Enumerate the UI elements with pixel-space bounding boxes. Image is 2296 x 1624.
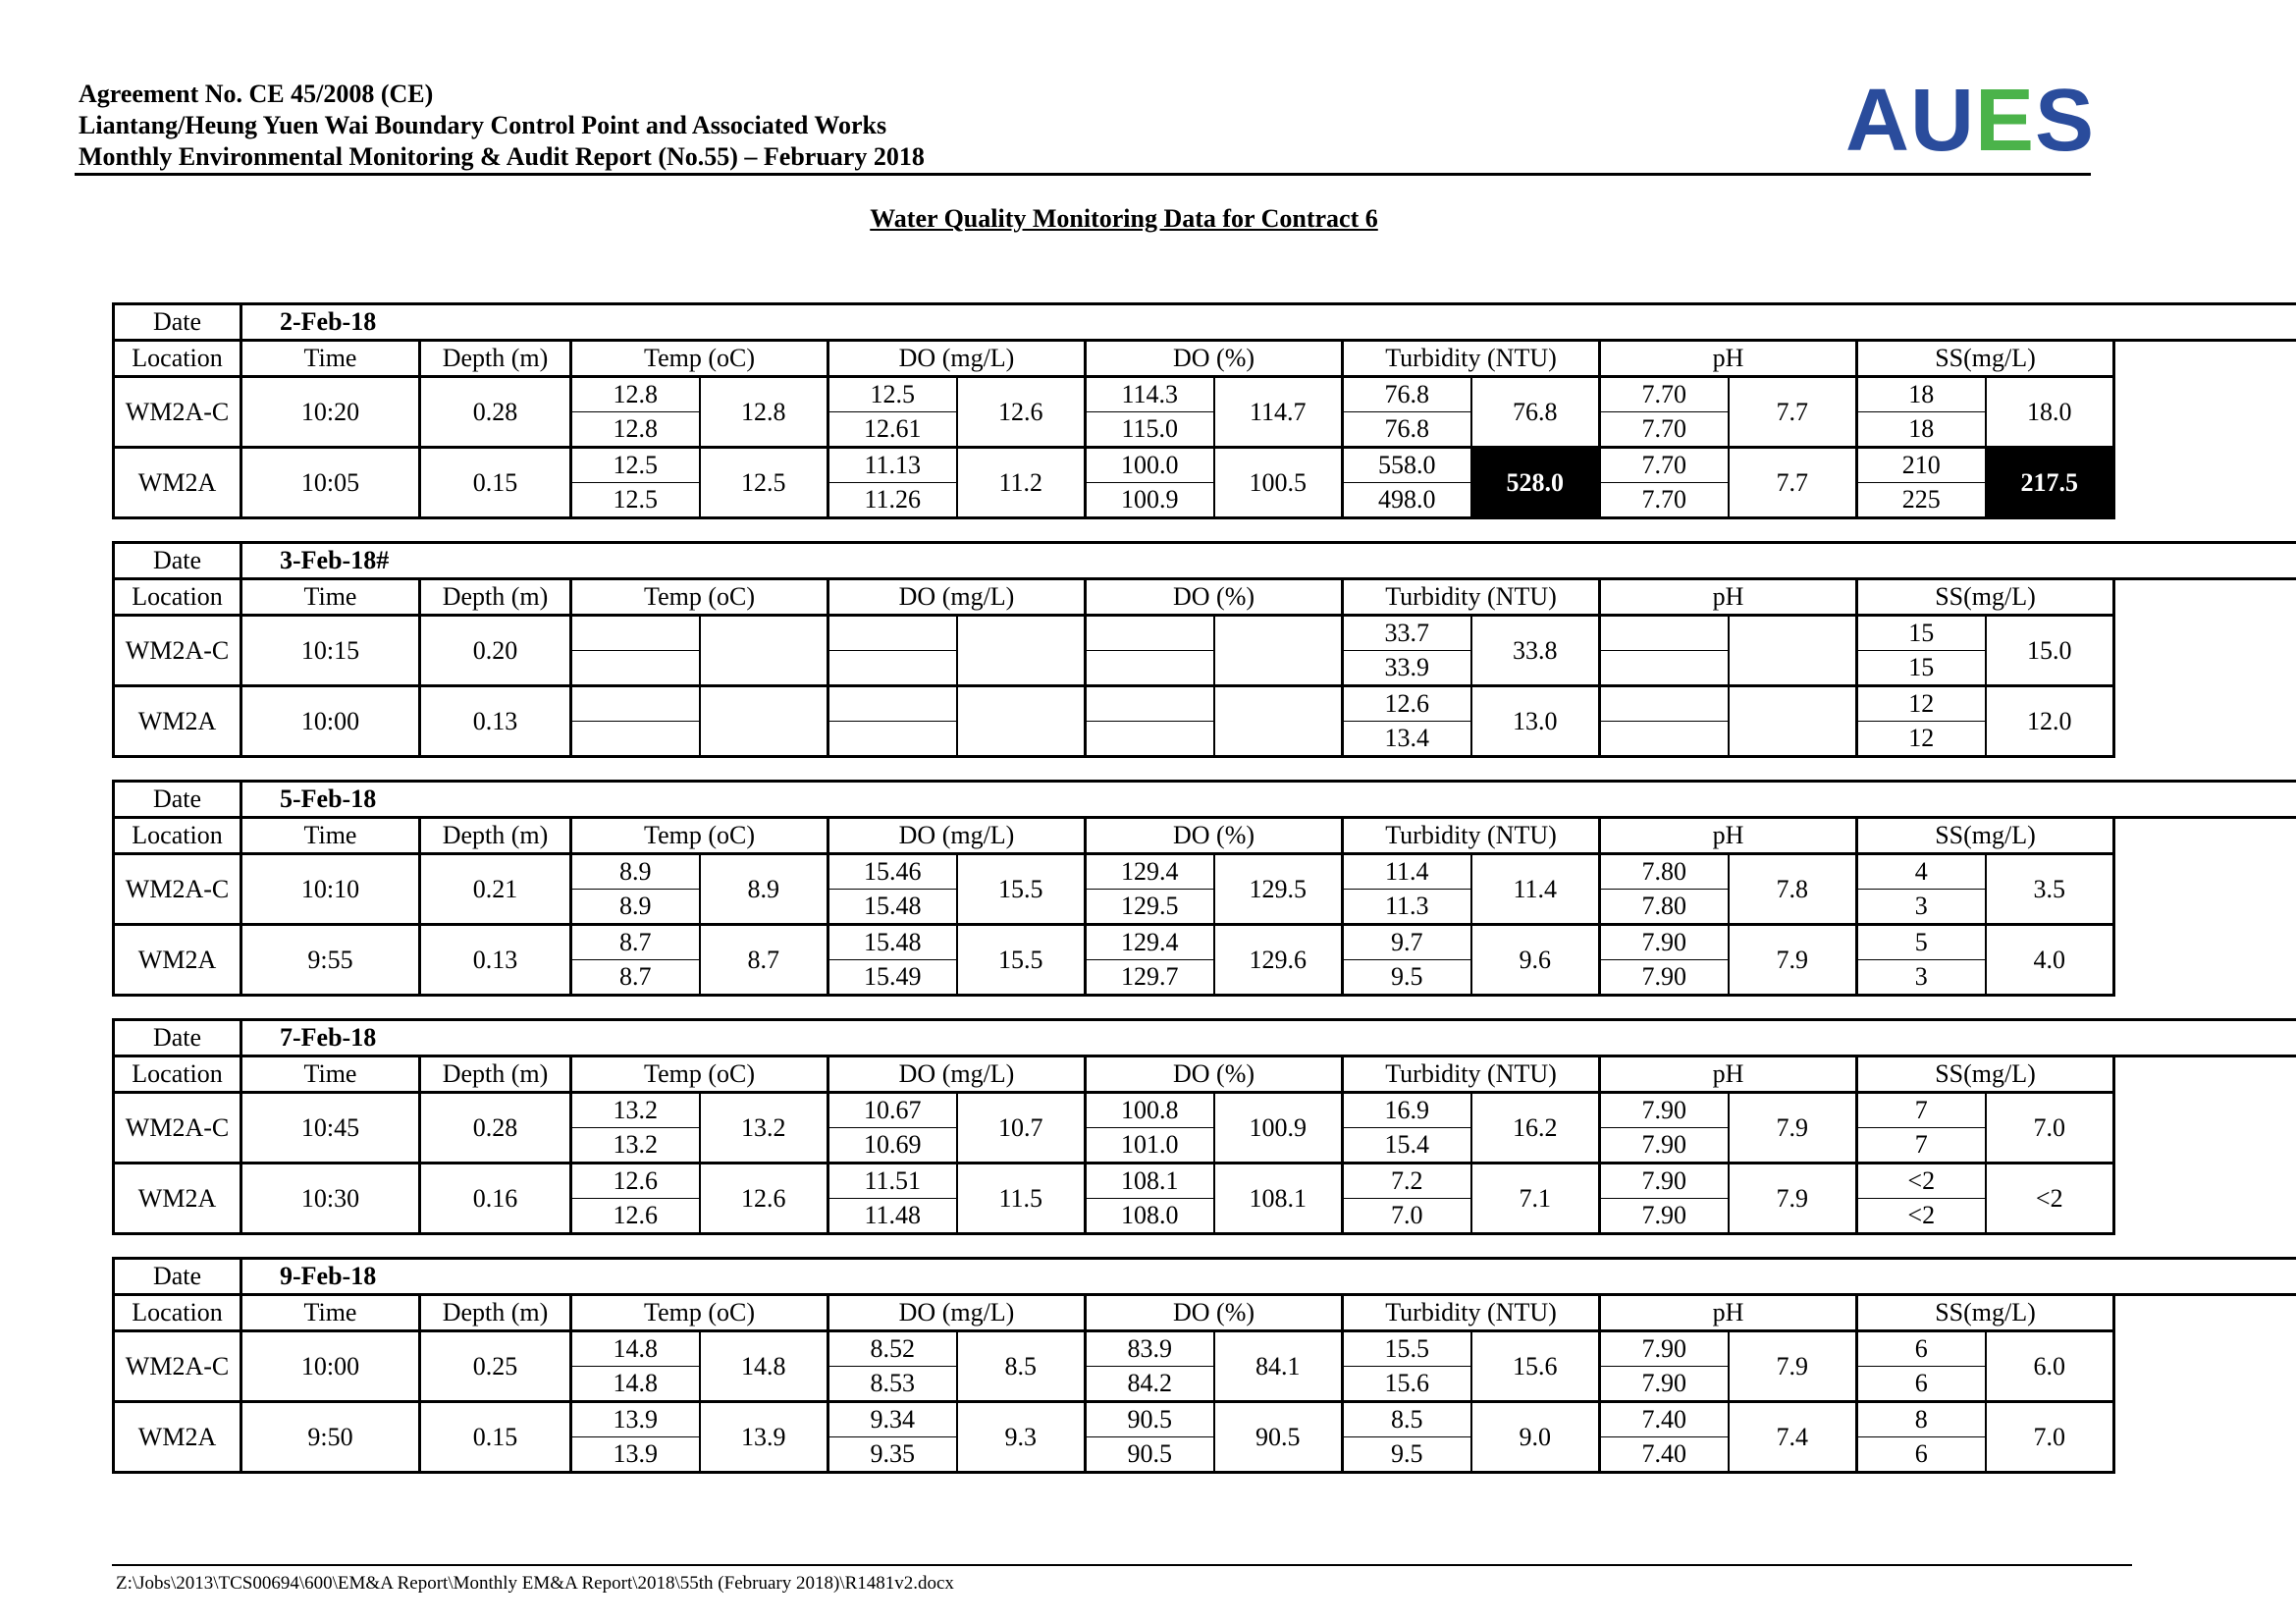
ss-average: 12.0 xyxy=(1986,686,2114,757)
do_mgl-header: DO (mg/L) xyxy=(828,1056,1086,1093)
ph-average: 7.7 xyxy=(1729,448,1857,518)
do_pct-reading-1: 90.5 xyxy=(1086,1402,1214,1437)
temp-average: 14.8 xyxy=(700,1331,828,1402)
monitoring-table xyxy=(112,541,2296,758)
do_pct-reading-1: 83.9 xyxy=(1086,1331,1214,1367)
ph-average: 7.7 xyxy=(1729,377,1857,448)
do_pct-average xyxy=(1214,686,1343,757)
ph-average: 7.4 xyxy=(1729,1402,1857,1473)
ss-reading-1: 15 xyxy=(1857,616,1986,651)
turb-reading-1: 16.9 xyxy=(1343,1093,1471,1128)
turb-average: 33.8 xyxy=(1471,616,1600,686)
do_mgl-reading-1: 8.52 xyxy=(828,1331,957,1367)
turb-reading-2: 9.5 xyxy=(1343,1437,1471,1473)
location-cell: WM2A xyxy=(114,925,241,996)
turb-average: 11.4 xyxy=(1471,854,1600,925)
turbidity-header: Turbidity (NTU) xyxy=(1343,341,1600,377)
temp-header: Temp (oC) xyxy=(571,1295,828,1331)
time-header: Time xyxy=(241,579,420,616)
do_mgl-average: 15.5 xyxy=(957,854,1086,925)
turb-average: 15.6 xyxy=(1471,1331,1600,1402)
time-cell: 10:10 xyxy=(241,854,420,925)
temp-reading-1: 13.2 xyxy=(571,1093,700,1128)
turb-average: 528.0 xyxy=(1471,448,1600,518)
do_pct-header: DO (%) xyxy=(1086,579,1343,616)
do_pct-reading-2: 115.0 xyxy=(1086,412,1214,448)
turbidity-header: Turbidity (NTU) xyxy=(1343,1295,1600,1331)
temp-reading-1: 8.7 xyxy=(571,925,700,960)
monitoring-table xyxy=(112,1018,2296,1235)
time-header: Time xyxy=(241,1295,420,1331)
temp-header: Temp (oC) xyxy=(571,341,828,377)
location-cell: WM2A xyxy=(114,1164,241,1234)
sampling-date: 2-Feb-18 xyxy=(241,304,2296,341)
do_pct-reading-2 xyxy=(1086,722,1214,757)
time-header: Time xyxy=(241,1056,420,1093)
location-header: Location xyxy=(114,1295,241,1331)
ph-average xyxy=(1729,616,1857,686)
ss-header: SS(mg/L) xyxy=(1857,818,2114,854)
ss-header: SS(mg/L) xyxy=(1857,341,2114,377)
turb-reading-2: 33.9 xyxy=(1343,651,1471,686)
table-row xyxy=(114,448,2296,483)
do_pct-average: 100.9 xyxy=(1214,1093,1343,1164)
location-cell: WM2A-C xyxy=(114,1093,241,1164)
do_pct-reading-1 xyxy=(1086,686,1214,722)
do_pct-reading-2: 84.2 xyxy=(1086,1367,1214,1402)
do_mgl-reading-1: 15.46 xyxy=(828,854,957,890)
depth-cell: 0.16 xyxy=(420,1164,571,1234)
ph-average: 7.9 xyxy=(1729,925,1857,996)
turb-average: 9.6 xyxy=(1471,925,1600,996)
ss-average: 7.0 xyxy=(1986,1402,2114,1473)
time-cell: 10:00 xyxy=(241,1331,420,1402)
ss-average: 217.5 xyxy=(1986,448,2114,518)
turb-reading-2: 15.6 xyxy=(1343,1367,1471,1402)
do_mgl-average: 11.2 xyxy=(957,448,1086,518)
sampling-date: 9-Feb-18 xyxy=(241,1259,2296,1295)
ph-reading-1: 7.70 xyxy=(1600,377,1729,412)
aues-logo: AUES xyxy=(1845,72,2096,170)
do_mgl-average xyxy=(957,616,1086,686)
do_pct-header: DO (%) xyxy=(1086,818,1343,854)
date-label: Date xyxy=(114,1020,241,1056)
ss-reading-2: 225 xyxy=(1857,483,1986,518)
location-header: Location xyxy=(114,818,241,854)
ss-header: SS(mg/L) xyxy=(1857,1056,2114,1093)
ph-reading-1: 7.40 xyxy=(1600,1402,1729,1437)
report-header xyxy=(79,79,1121,173)
turb-reading-1: 33.7 xyxy=(1343,616,1471,651)
turb-average: 9.0 xyxy=(1471,1402,1600,1473)
temp-average: 12.8 xyxy=(700,377,828,448)
ss-header: SS(mg/L) xyxy=(1857,579,2114,616)
turb-reading-1: 76.8 xyxy=(1343,377,1471,412)
ss-reading-2: <2 xyxy=(1857,1199,1986,1234)
ph-reading-2: 7.90 xyxy=(1600,1199,1729,1234)
time-cell: 10:30 xyxy=(241,1164,420,1234)
depth-header: Depth (m) xyxy=(420,1056,571,1093)
do_mgl-average: 8.5 xyxy=(957,1331,1086,1402)
turb-reading-1: 15.5 xyxy=(1343,1331,1471,1367)
do_mgl-reading-1: 12.5 xyxy=(828,377,957,412)
turbidity-header: Turbidity (NTU) xyxy=(1343,1056,1600,1093)
time-cell: 10:15 xyxy=(241,616,420,686)
table-row xyxy=(114,686,2296,722)
temp-reading-1 xyxy=(571,686,700,722)
ph-reading-1: 7.80 xyxy=(1600,854,1729,890)
table-row xyxy=(114,925,2296,960)
do_mgl-header: DO (mg/L) xyxy=(828,341,1086,377)
table-row xyxy=(114,616,2296,651)
do_mgl-average xyxy=(957,686,1086,757)
depth-cell: 0.21 xyxy=(420,854,571,925)
time-cell: 10:20 xyxy=(241,377,420,448)
temp-header: Temp (oC) xyxy=(571,1056,828,1093)
time-cell: 10:45 xyxy=(241,1093,420,1164)
ph-reading-1 xyxy=(1600,686,1729,722)
footer-file-path: Z:\Jobs\2013\TCS00694\600\EM&A Report\Monthly EM&A Report\2018\55th (February 2018)\R1481v2.docx xyxy=(116,1573,954,1594)
ss-average: 6.0 xyxy=(1986,1331,2114,1402)
do_pct-average: 108.1 xyxy=(1214,1164,1343,1234)
do_pct-average: 90.5 xyxy=(1214,1402,1343,1473)
table-row xyxy=(114,854,2296,890)
turb-reading-2: 15.4 xyxy=(1343,1128,1471,1164)
ss-reading-1: 210 xyxy=(1857,448,1986,483)
depth-cell: 0.13 xyxy=(420,925,571,996)
ph-reading-2: 7.90 xyxy=(1600,1367,1729,1402)
turbidity-header: Turbidity (NTU) xyxy=(1343,579,1600,616)
turb-reading-2: 13.4 xyxy=(1343,722,1471,757)
do_mgl-reading-1: 9.34 xyxy=(828,1402,957,1437)
temp-reading-1: 12.8 xyxy=(571,377,700,412)
ss-average: 18.0 xyxy=(1986,377,2114,448)
location-header: Location xyxy=(114,1056,241,1093)
ss-reading-1: 18 xyxy=(1857,377,1986,412)
ph-reading-1: 7.90 xyxy=(1600,1331,1729,1367)
do_mgl-reading-1: 15.48 xyxy=(828,925,957,960)
sampling-date: 3-Feb-18# xyxy=(241,543,2296,579)
depth-header: Depth (m) xyxy=(420,1295,571,1331)
ss-reading-1: 8 xyxy=(1857,1402,1986,1437)
ss-average: 15.0 xyxy=(1986,616,2114,686)
temp-reading-2: 8.9 xyxy=(571,890,700,925)
do_mgl-reading-1: 10.67 xyxy=(828,1093,957,1128)
table-row xyxy=(114,1093,2296,1128)
monitoring-table xyxy=(112,1257,2296,1474)
location-cell: WM2A-C xyxy=(114,854,241,925)
turb-reading-2: 11.3 xyxy=(1343,890,1471,925)
do_mgl-reading-1 xyxy=(828,686,957,722)
turb-reading-2: 7.0 xyxy=(1343,1199,1471,1234)
do_mgl-reading-2 xyxy=(828,651,957,686)
temp-reading-1: 12.6 xyxy=(571,1164,700,1199)
temp-reading-2: 13.2 xyxy=(571,1128,700,1164)
ph-average: 7.9 xyxy=(1729,1164,1857,1234)
ph-reading-2: 7.90 xyxy=(1600,1128,1729,1164)
temp-reading-1: 8.9 xyxy=(571,854,700,890)
temp-reading-1: 12.5 xyxy=(571,448,700,483)
depth-cell: 0.20 xyxy=(420,616,571,686)
ph-reading-1 xyxy=(1600,616,1729,651)
time-header: Time xyxy=(241,341,420,377)
turb-reading-2: 76.8 xyxy=(1343,412,1471,448)
date-label: Date xyxy=(114,782,241,818)
sampling-date: 5-Feb-18 xyxy=(241,782,2296,818)
ss-header: SS(mg/L) xyxy=(1857,1295,2114,1331)
ss-average: <2 xyxy=(1986,1164,2114,1234)
do_mgl-reading-2: 10.69 xyxy=(828,1128,957,1164)
temp-reading-1: 13.9 xyxy=(571,1402,700,1437)
temp-header: Temp (oC) xyxy=(571,579,828,616)
do_pct-reading-1: 129.4 xyxy=(1086,854,1214,890)
do_mgl-header: DO (mg/L) xyxy=(828,818,1086,854)
ss-average: 3.5 xyxy=(1986,854,2114,925)
do_pct-reading-1: 100.0 xyxy=(1086,448,1214,483)
ph-average: 7.8 xyxy=(1729,854,1857,925)
ph-reading-2: 7.80 xyxy=(1600,890,1729,925)
monitoring-table xyxy=(112,780,2296,997)
turb-reading-1: 8.5 xyxy=(1343,1402,1471,1437)
ph-reading-1: 7.90 xyxy=(1600,925,1729,960)
temp-reading-2: 12.6 xyxy=(571,1199,700,1234)
do_mgl-average: 9.3 xyxy=(957,1402,1086,1473)
do_mgl-reading-2: 11.26 xyxy=(828,483,957,518)
ph-header: pH xyxy=(1600,818,1857,854)
temp-average xyxy=(700,686,828,757)
location-header: Location xyxy=(114,579,241,616)
sampling-date: 7-Feb-18 xyxy=(241,1020,2296,1056)
temp-reading-2: 13.9 xyxy=(571,1437,700,1473)
do_pct-reading-2: 108.0 xyxy=(1086,1199,1214,1234)
table-row xyxy=(114,377,2296,412)
do_pct-reading-1: 100.8 xyxy=(1086,1093,1214,1128)
do_pct-reading-2: 129.5 xyxy=(1086,890,1214,925)
ss-reading-2: 18 xyxy=(1857,412,1986,448)
do_pct-reading-1: 114.3 xyxy=(1086,377,1214,412)
ph-reading-2: 7.70 xyxy=(1600,483,1729,518)
do_mgl-reading-1: 11.13 xyxy=(828,448,957,483)
ss-reading-2: 3 xyxy=(1857,960,1986,996)
time-cell: 9:55 xyxy=(241,925,420,996)
location-cell: WM2A-C xyxy=(114,616,241,686)
ss-average: 7.0 xyxy=(1986,1093,2114,1164)
header-rule xyxy=(75,173,2091,176)
do_pct-average: 129.6 xyxy=(1214,925,1343,996)
turb-reading-1: 7.2 xyxy=(1343,1164,1471,1199)
do_pct-header: DO (%) xyxy=(1086,1056,1343,1093)
do_mgl-header: DO (mg/L) xyxy=(828,1295,1086,1331)
ph-reading-1: 7.90 xyxy=(1600,1093,1729,1128)
ph-reading-2 xyxy=(1600,722,1729,757)
location-cell: WM2A-C xyxy=(114,1331,241,1402)
do_pct-average: 114.7 xyxy=(1214,377,1343,448)
date-label: Date xyxy=(114,304,241,341)
do_mgl-reading-1: 11.51 xyxy=(828,1164,957,1199)
depth-cell: 0.28 xyxy=(420,377,571,448)
ss-reading-1: <2 xyxy=(1857,1164,1986,1199)
do_pct-average: 84.1 xyxy=(1214,1331,1343,1402)
temp-reading-2: 8.7 xyxy=(571,960,700,996)
time-cell: 9:50 xyxy=(241,1402,420,1473)
ss-reading-1: 6 xyxy=(1857,1331,1986,1367)
date-label: Date xyxy=(114,543,241,579)
table-row xyxy=(114,1402,2296,1437)
do_mgl-reading-2: 15.49 xyxy=(828,960,957,996)
turb-average: 76.8 xyxy=(1471,377,1600,448)
time-cell: 10:00 xyxy=(241,686,420,757)
ss-average: 4.0 xyxy=(1986,925,2114,996)
do_mgl-reading-2: 9.35 xyxy=(828,1437,957,1473)
depth-cell: 0.28 xyxy=(420,1093,571,1164)
temp-reading-2: 12.8 xyxy=(571,412,700,448)
monitoring-table xyxy=(112,302,2296,519)
report-line: Monthly Environmental Monitoring & Audit Report (No.55) – February 2018 xyxy=(79,142,925,171)
table-row xyxy=(114,1331,2296,1367)
project-line: Liantang/Heung Yuen Wai Boundary Control Point and Associated Works xyxy=(79,111,887,139)
do_mgl-average: 12.6 xyxy=(957,377,1086,448)
ss-reading-1: 4 xyxy=(1857,854,1986,890)
do_pct-average: 129.5 xyxy=(1214,854,1343,925)
date-label: Date xyxy=(114,1259,241,1295)
temp-average: 12.5 xyxy=(700,448,828,518)
turb-reading-2: 498.0 xyxy=(1343,483,1471,518)
ss-reading-1: 12 xyxy=(1857,686,1986,722)
footer-rule xyxy=(112,1564,2132,1566)
ss-reading-2: 7 xyxy=(1857,1128,1986,1164)
ph-average: 7.9 xyxy=(1729,1331,1857,1402)
location-header: Location xyxy=(114,341,241,377)
temp-reading-1 xyxy=(571,616,700,651)
depth-cell: 0.25 xyxy=(420,1331,571,1402)
table-row xyxy=(114,1164,2296,1199)
temp-average: 8.7 xyxy=(700,925,828,996)
turb-average: 16.2 xyxy=(1471,1093,1600,1164)
ph-average: 7.9 xyxy=(1729,1093,1857,1164)
turb-average: 7.1 xyxy=(1471,1164,1600,1234)
turb-reading-1: 11.4 xyxy=(1343,854,1471,890)
temp-average xyxy=(700,616,828,686)
temp-average: 13.9 xyxy=(700,1402,828,1473)
do_pct-reading-1: 108.1 xyxy=(1086,1164,1214,1199)
turb-reading-2: 9.5 xyxy=(1343,960,1471,996)
ph-reading-2: 7.90 xyxy=(1600,960,1729,996)
do_pct-reading-2 xyxy=(1086,651,1214,686)
turb-reading-1: 558.0 xyxy=(1343,448,1471,483)
do_mgl-reading-1 xyxy=(828,616,957,651)
do_pct-reading-1 xyxy=(1086,616,1214,651)
do_pct-reading-2: 100.9 xyxy=(1086,483,1214,518)
location-cell: WM2A xyxy=(114,1402,241,1473)
ph-reading-2: 7.70 xyxy=(1600,412,1729,448)
do_mgl-average: 11.5 xyxy=(957,1164,1086,1234)
ph-reading-2: 7.40 xyxy=(1600,1437,1729,1473)
ss-reading-1: 5 xyxy=(1857,925,1986,960)
time-header: Time xyxy=(241,818,420,854)
ph-header: pH xyxy=(1600,579,1857,616)
location-cell: WM2A xyxy=(114,448,241,518)
time-cell: 10:05 xyxy=(241,448,420,518)
depth-cell: 0.15 xyxy=(420,448,571,518)
depth-cell: 0.13 xyxy=(420,686,571,757)
do_pct-header: DO (%) xyxy=(1086,1295,1343,1331)
ss-reading-2: 12 xyxy=(1857,722,1986,757)
ss-reading-2: 15 xyxy=(1857,651,1986,686)
ph-reading-2 xyxy=(1600,651,1729,686)
ph-reading-1: 7.90 xyxy=(1600,1164,1729,1199)
do_mgl-header: DO (mg/L) xyxy=(828,579,1086,616)
location-cell: WM2A xyxy=(114,686,241,757)
turb-reading-1: 9.7 xyxy=(1343,925,1471,960)
ss-reading-1: 7 xyxy=(1857,1093,1986,1128)
temp-reading-2: 14.8 xyxy=(571,1367,700,1402)
ph-reading-1: 7.70 xyxy=(1600,448,1729,483)
do_mgl-reading-2: 12.61 xyxy=(828,412,957,448)
do_pct-header: DO (%) xyxy=(1086,341,1343,377)
temp-average: 8.9 xyxy=(700,854,828,925)
temp-reading-2 xyxy=(571,651,700,686)
ph-header: pH xyxy=(1600,1056,1857,1093)
do_mgl-reading-2: 15.48 xyxy=(828,890,957,925)
do_mgl-average: 10.7 xyxy=(957,1093,1086,1164)
do_pct-reading-2: 129.7 xyxy=(1086,960,1214,996)
do_pct-reading-2: 90.5 xyxy=(1086,1437,1214,1473)
page-title: Water Quality Monitoring Data for Contract 6 xyxy=(870,204,1378,233)
turbidity-header: Turbidity (NTU) xyxy=(1343,818,1600,854)
turb-reading-1: 12.6 xyxy=(1343,686,1471,722)
temp-reading-2: 12.5 xyxy=(571,483,700,518)
depth-cell: 0.15 xyxy=(420,1402,571,1473)
do_pct-reading-2: 101.0 xyxy=(1086,1128,1214,1164)
do_mgl-reading-2: 11.48 xyxy=(828,1199,957,1234)
ss-reading-2: 3 xyxy=(1857,890,1986,925)
do_mgl-reading-2 xyxy=(828,722,957,757)
ss-reading-2: 6 xyxy=(1857,1367,1986,1402)
agreement-line: Agreement No. CE 45/2008 (CE) xyxy=(79,80,434,108)
ss-reading-2: 6 xyxy=(1857,1437,1986,1473)
temp-header: Temp (oC) xyxy=(571,818,828,854)
depth-header: Depth (m) xyxy=(420,341,571,377)
do_pct-average: 100.5 xyxy=(1214,448,1343,518)
temp-reading-2 xyxy=(571,722,700,757)
do_mgl-reading-2: 8.53 xyxy=(828,1367,957,1402)
ph-header: pH xyxy=(1600,341,1857,377)
ph-average xyxy=(1729,686,1857,757)
location-cell: WM2A-C xyxy=(114,377,241,448)
temp-reading-1: 14.8 xyxy=(571,1331,700,1367)
temp-average: 12.6 xyxy=(700,1164,828,1234)
do_mgl-average: 15.5 xyxy=(957,925,1086,996)
do_pct-average xyxy=(1214,616,1343,686)
do_pct-reading-1: 129.4 xyxy=(1086,925,1214,960)
turb-average: 13.0 xyxy=(1471,686,1600,757)
ph-header: pH xyxy=(1600,1295,1857,1331)
depth-header: Depth (m) xyxy=(420,579,571,616)
depth-header: Depth (m) xyxy=(420,818,571,854)
temp-average: 13.2 xyxy=(700,1093,828,1164)
